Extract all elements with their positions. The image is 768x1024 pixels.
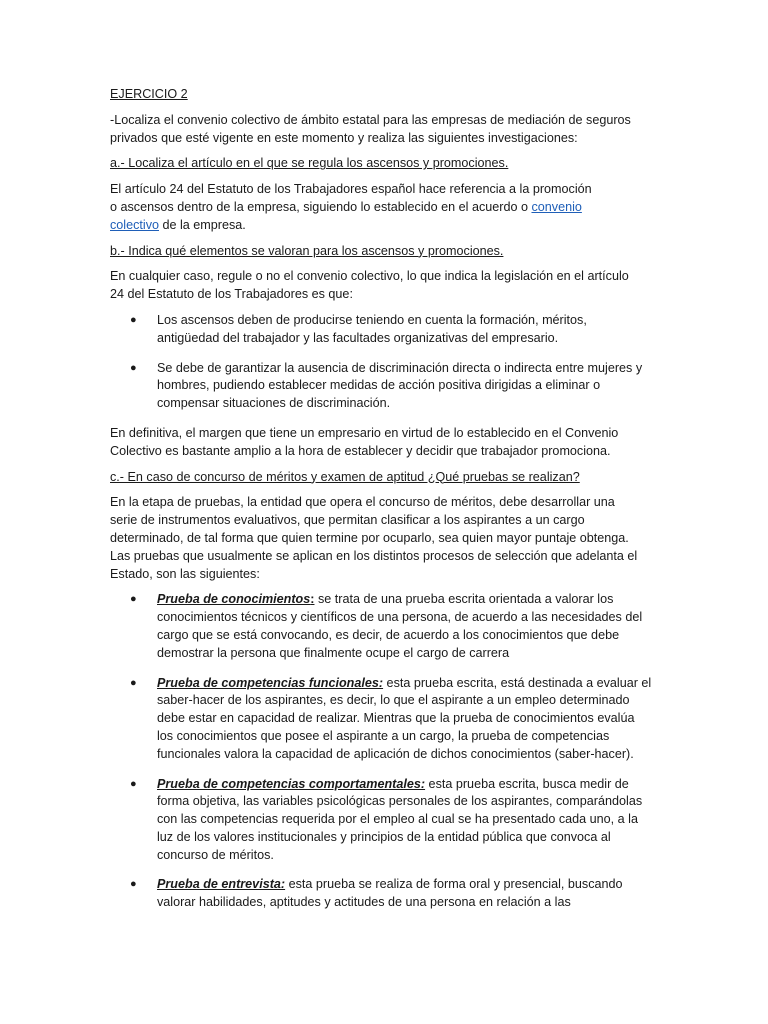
exercise-title: EJERCICIO 2 [110,87,188,101]
list-item-line [157,591,668,609]
bullet-icon: ● [130,313,137,326]
list-item-line: conocimientos técnicos y científicos de una persona, de acuerdo a las necesidades del [157,610,643,625]
answer-c-line: En la etapa de pruebas, la entidad que opera el concurso de méritos, debe desarrollar una [110,495,615,510]
answer-c-line: Estado, son las siguientes: [110,566,260,581]
list-item-line: los conocimientos que posee el aspirante a un cargo, la prueba de competencias [157,728,610,743]
list-item-line: con las competencias requerida por el empleo al cual se ha presentado cada uno, a la [157,812,638,827]
list-item-line: valorar habilidades, aptitudes y actitudes de una persona en relación a las [157,895,571,910]
list-item-line: debe estar en capacidad de realizar. Mientras que la prueba de conocimientos evalúa [157,711,635,726]
list-item [110,360,668,413]
answer-a [110,181,668,234]
question-b: b.- Indica qué elementos se valoran para los ascensos y promociones. [110,243,504,258]
list-item-line: saber-hacer de los aspirantes, es decir, lo que el aspirante a un empleo determinado [157,693,630,708]
list-item-line: luz de los valores institucionales y principios de la entidad pública que convoca al [157,829,611,844]
list-item-line: funcionales valora la capacidad de aplicación de dichos conocimientos (saber-hacer). [157,746,634,761]
list-item-line: forma objetiva, las variables psicológicas personales de los aspirantes, comparándolas [157,794,643,809]
intro-line: -Localiza el convenio colectivo de ámbito estatal para las empresas de mediación de seguros [110,112,631,127]
answer-a-text: de la empresa. [159,217,246,232]
list-item-line: Se debe de garantizar la ausencia de discriminación directa o indirecta entre mujeres y [157,360,643,375]
test-desc: esta prueba escrita, busca medir de [425,776,629,791]
answer-c-intro [110,494,668,583]
list-item-line: cargo que se está convocando, es decir, de acuerdo a los conocimientos que debe [157,627,620,642]
test-desc: esta prueba escrita, está destinada a evaluar el [383,675,652,690]
intro-paragraph [110,112,668,148]
test-desc: se trata de una prueba escrita orientada a valorar los [314,592,614,607]
answer-b-line: 24 del Estatuto de los Trabajadores es que: [110,287,353,302]
answer-b-intro [110,268,668,304]
bullet-icon: ● [130,777,137,790]
list-item-line [157,675,668,693]
test-name: Prueba de competencias comportamentales: [157,776,426,791]
convenio-colectivo-link[interactable]: convenio [531,199,582,214]
answer-c-list [110,591,668,912]
list-item-line: Los ascensos deben de producirse teniendo en cuenta la formación, méritos, [157,312,587,327]
conclusion-line: En definitiva, el margen que tiene un empresario en virtud de lo establecido en el Convenio [110,425,619,440]
answer-a-line [110,217,668,235]
bullet-icon: ● [130,593,137,606]
list-item-line: hombres, pudiendo establecer medidas de acción positiva dirigidas a eliminar o [157,378,601,393]
answer-c-line: Las pruebas que usualmente se aplican en los distintos procesos de selección que adelanta el [110,548,638,563]
answer-a-line [110,199,668,217]
list-item [110,675,668,764]
convenio-colectivo-link-cont[interactable]: colectivo [110,217,159,232]
list-item-line: compensar situaciones de discriminación. [157,396,391,411]
answer-a-text: o ascensos dentro de la empresa, siguiendo lo establecido en el acuerdo o [110,199,532,214]
answer-b-line: En cualquier caso, regule o no el convenio colectivo, lo que indica la legislación en el artículo [110,269,629,284]
list-item-line: antigüedad del trabajador y las facultades organizativas del empresario. [157,330,559,345]
conclusion-line: Colectivo es bastante amplio a la hora de establecer y decidir que trabajador promociona. [110,443,611,458]
list-item [110,776,668,865]
intro-line: privados que esté vigente en este momento y realiza las siguientes investigaciones: [110,130,578,145]
question-c: c.- En caso de concurso de méritos y examen de aptitud ¿Qué pruebas se realizan? [110,469,580,484]
list-item-line [157,876,668,894]
answer-a-line: El artículo 24 del Estatuto de los Trabajadores español hace referencia a la promoción [110,182,592,197]
question-a: a.- Localiza el artículo en el que se regula los ascensos y promociones. [110,156,509,171]
answer-b-list [110,312,668,413]
list-item [110,312,668,348]
test-desc: esta prueba se realiza de forma oral y presencial, buscando [285,877,623,892]
list-item [110,591,668,662]
test-name: Prueba de entrevista: [157,877,286,892]
answer-b-conclusion [110,425,668,461]
test-name: Prueba de conocimientos [157,592,311,607]
bullet-icon: ● [130,878,137,891]
answer-c-line: determinado, de tal forma que quien termine por ocuparlo, sea quien mayor puntaje obtenga. [110,530,629,545]
list-item-line: concurso de méritos. [157,847,274,862]
list-item [110,876,668,912]
test-name-colon: : [310,592,315,607]
bullet-icon: ● [130,676,137,689]
list-item-line: demostrar la persona que finalmente ocupe el cargo de carrera [157,645,510,660]
list-item-line [157,776,668,794]
bullet-icon: ● [130,361,137,374]
answer-c-line: serie de instrumentos evaluativos, que permitan clasificar a los aspirantes a un cargo [110,513,585,528]
test-name: Prueba de competencias funcionales: [157,675,384,690]
